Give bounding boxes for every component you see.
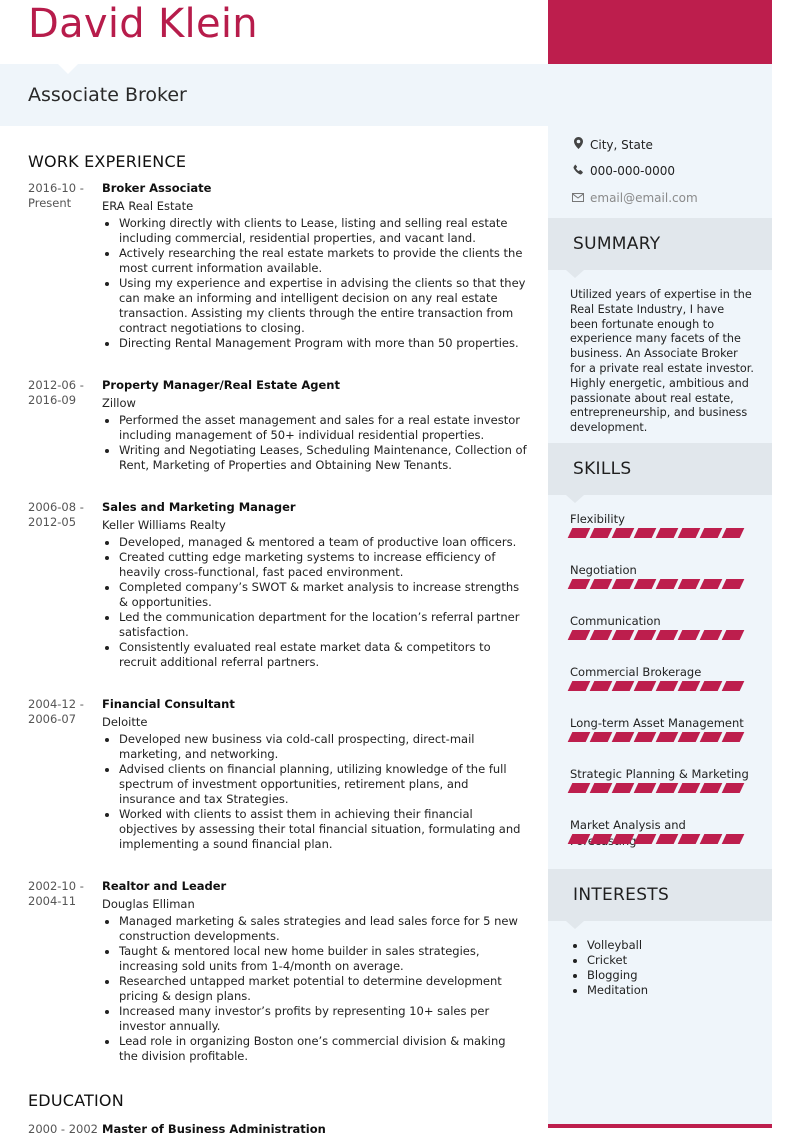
job-company: Deloitte bbox=[102, 715, 148, 729]
skill-rating-segment bbox=[678, 732, 701, 742]
interests-heading: INTERESTS bbox=[573, 885, 670, 905]
job-date-start: 2012-06 - bbox=[28, 378, 84, 392]
job-bullets bbox=[102, 413, 528, 473]
skill-rating-segment bbox=[568, 528, 591, 538]
job-date-end: 2016-09 bbox=[28, 393, 77, 407]
list-item: • Developed new business via cold-call prospecting, direct-mail marketing, and networking. bbox=[119, 732, 528, 762]
summary-text: Utilized years of expertise in the Real Estate Industry, I have been fortunate enough to experience many facets of the business. An Associate Broker for a private real estate investor. Highly energetic, ambitious and passionate about real estate, entrepreneurship, and business development. bbox=[570, 288, 754, 435]
skill-rating-segment bbox=[678, 783, 701, 793]
job-role: Financial Consultant bbox=[102, 697, 235, 711]
list-item: • Created cutting edge marketing systems to increase efficiency of heavily cross-functional, fast paced environment. bbox=[119, 550, 528, 580]
education-degree: Master of Business Administration bbox=[102, 1122, 326, 1136]
skill-rating-segment bbox=[568, 579, 591, 589]
candidate-name: David Klein bbox=[28, 1, 258, 47]
education-heading: EDUCATION bbox=[28, 1091, 124, 1110]
skill-rating-bar bbox=[570, 783, 754, 793]
job-company: ERA Real Estate bbox=[102, 199, 194, 213]
skill-label: Market Analysis and bbox=[570, 818, 686, 832]
skill-rating-segment bbox=[656, 732, 679, 742]
skill-item bbox=[570, 613, 754, 640]
list-item: • Increased many investor’s profits by representing 10+ sales per investor annually. bbox=[119, 1004, 528, 1034]
job-entry bbox=[28, 378, 528, 473]
job-role: Broker Associate bbox=[102, 181, 212, 195]
job-company: Keller Williams Realty bbox=[102, 518, 226, 532]
list-item: • Managed marketing & sales strategies and lead sales force for 5 new construction developments. bbox=[119, 914, 528, 944]
job-date-start: 2004-12 - bbox=[28, 697, 84, 711]
list-item: • Actively researching the real estate markets to provide the clients the most current information available. bbox=[119, 246, 528, 276]
job-date-start: 2002-10 - bbox=[28, 879, 84, 893]
education-date: 2000 - 2002 bbox=[28, 1122, 98, 1136]
job-dates bbox=[28, 879, 98, 909]
skill-label: Commercial Brokerage bbox=[570, 665, 702, 679]
list-item: • Volleyball bbox=[587, 938, 648, 953]
phone-text: 000-000-0000 bbox=[590, 164, 676, 178]
list-item: • Taught & mentored local new home builder in sales strategies, increasing sold units from 1-4/month on average. bbox=[119, 944, 528, 974]
skill-label: Communication bbox=[570, 614, 661, 628]
skill-rating-segment bbox=[590, 681, 613, 691]
skill-item bbox=[570, 664, 754, 691]
skills-heading: SKILLS bbox=[573, 459, 632, 479]
skill-rating-segment bbox=[656, 834, 679, 844]
skill-rating-segment bbox=[568, 630, 591, 640]
skill-rating-segment bbox=[590, 528, 613, 538]
skill-rating-segment bbox=[678, 528, 701, 538]
job-entry bbox=[28, 697, 528, 852]
skill-rating-segment bbox=[700, 732, 723, 742]
list-item: • Performed the asset management and sales for a real estate investor including management of 50+ individual residential properties. bbox=[119, 413, 528, 443]
job-company: Douglas Elliman bbox=[102, 897, 195, 911]
skill-rating-segment bbox=[700, 681, 723, 691]
education-entry bbox=[28, 1122, 326, 1136]
contact-email[interactable] bbox=[572, 191, 698, 205]
skill-rating-segment bbox=[678, 834, 701, 844]
job-bullets bbox=[102, 732, 528, 852]
skill-rating-segment bbox=[722, 834, 745, 844]
skill-rating-segment bbox=[700, 579, 723, 589]
job-bullets bbox=[102, 914, 528, 1064]
sidebar-bottom-accent bbox=[548, 1124, 772, 1128]
location-text: City, State bbox=[590, 137, 653, 152]
skill-rating-segment bbox=[722, 579, 745, 589]
skill-rating-segment bbox=[634, 528, 657, 538]
job-bullets bbox=[102, 216, 528, 351]
skill-label: Long-term Asset Management bbox=[570, 716, 744, 730]
skill-rating-segment bbox=[678, 630, 701, 640]
skill-rating-segment bbox=[722, 783, 745, 793]
list-item: • Researched untapped market potential to determine development pricing & design plans. bbox=[119, 974, 528, 1004]
skill-rating-segment bbox=[656, 681, 679, 691]
skill-rating-segment bbox=[634, 834, 657, 844]
skill-rating-bar bbox=[570, 834, 754, 844]
phone-icon bbox=[572, 164, 584, 178]
job-entry bbox=[28, 500, 528, 670]
summary-notch bbox=[566, 270, 584, 278]
skill-rating-segment bbox=[700, 834, 723, 844]
skill-item bbox=[570, 817, 754, 844]
skill-rating-segment bbox=[568, 783, 591, 793]
job-role: Realtor and Leader bbox=[102, 879, 227, 893]
job-bullets bbox=[102, 535, 528, 670]
skill-rating-segment bbox=[568, 681, 591, 691]
job-date-end: 2004-11 bbox=[28, 894, 77, 908]
skill-rating-segment bbox=[656, 630, 679, 640]
list-item: • Developed, managed & mentored a team of productive loan officers. bbox=[119, 535, 528, 550]
skill-label: Flexibility bbox=[570, 512, 625, 526]
list-item: • Worked with clients to assist them in achieving their financial objectives by assessing their total financial situation, formulating and implementing a sound financial plan. bbox=[119, 807, 528, 852]
skill-label: Strategic Planning & Marketing bbox=[570, 767, 749, 781]
job-dates bbox=[28, 500, 98, 530]
job-dates bbox=[28, 378, 98, 408]
job-date-end: Present bbox=[28, 196, 72, 210]
skill-rating-segment bbox=[612, 579, 635, 589]
title-band-notch bbox=[58, 64, 78, 74]
skill-rating-segment bbox=[700, 630, 723, 640]
job-dates bbox=[28, 181, 98, 211]
skill-item bbox=[570, 715, 754, 742]
job-company: Zillow bbox=[102, 396, 136, 410]
job-date-end: 2012-05 bbox=[28, 515, 77, 529]
job-date-start: 2006-08 - bbox=[28, 500, 84, 514]
summary-heading-band bbox=[548, 218, 772, 270]
skill-item bbox=[570, 766, 754, 793]
contact-location bbox=[572, 137, 653, 152]
skill-rating-segment bbox=[722, 630, 745, 640]
job-date-start: 2016-10 - bbox=[28, 181, 84, 195]
skill-rating-segment bbox=[612, 528, 635, 538]
list-item: • Directing Rental Management Program with more than 50 properties. bbox=[119, 336, 528, 351]
interests-list bbox=[570, 938, 648, 998]
skill-rating-bar bbox=[570, 579, 754, 589]
skill-rating-segment bbox=[656, 579, 679, 589]
interests-heading-band bbox=[548, 869, 772, 921]
list-item: • Cricket bbox=[587, 953, 648, 968]
skill-rating-segment bbox=[634, 681, 657, 691]
skill-rating-segment bbox=[590, 630, 613, 640]
email-link[interactable]: email@email.com bbox=[590, 191, 698, 205]
job-entry bbox=[28, 181, 528, 351]
skill-rating-segment bbox=[656, 528, 679, 538]
list-item: • Meditation bbox=[587, 983, 648, 998]
skill-rating-bar bbox=[570, 528, 754, 538]
skill-item bbox=[570, 562, 754, 589]
skill-rating-bar bbox=[570, 630, 754, 640]
skill-rating-segment bbox=[722, 732, 745, 742]
skill-rating-segment bbox=[678, 681, 701, 691]
skill-rating-segment bbox=[612, 630, 635, 640]
skill-rating-segment bbox=[590, 732, 613, 742]
skill-rating-segment bbox=[634, 579, 657, 589]
list-item: • Led the communication department for the location’s referral partner satisfaction. bbox=[119, 610, 528, 640]
skill-rating-segment bbox=[590, 579, 613, 589]
job-dates bbox=[28, 697, 98, 727]
interests-notch bbox=[566, 921, 584, 929]
skill-label: Negotiation bbox=[570, 563, 637, 577]
list-item: • Consistently evaluated real estate market data & competitors to recruit additional referral partners. bbox=[119, 640, 528, 670]
skill-rating-segment bbox=[634, 630, 657, 640]
job-role: Sales and Marketing Manager bbox=[102, 500, 296, 514]
skill-rating-segment bbox=[590, 783, 613, 793]
skill-rating-segment bbox=[700, 528, 723, 538]
list-item: • Using my experience and expertise in advising the clients so that they can make an informing and intelligent decision on any real estate transaction. Assisting my clients through the entire transaction from contract negotiations to closing. bbox=[119, 276, 528, 336]
job-date-end: 2006-07 bbox=[28, 712, 77, 726]
work-experience-heading: WORK EXPERIENCE bbox=[28, 152, 187, 171]
skill-rating-segment bbox=[612, 681, 635, 691]
skill-rating-segment bbox=[722, 681, 745, 691]
skill-rating-segment bbox=[634, 783, 657, 793]
job-title: Associate Broker bbox=[28, 84, 187, 106]
contact-phone bbox=[572, 164, 675, 178]
skill-rating-bar bbox=[570, 681, 754, 691]
header-accent-block bbox=[548, 0, 772, 64]
job-role: Property Manager/Real Estate Agent bbox=[102, 378, 340, 392]
list-item: • Working directly with clients to Lease, listing and selling real estate including commercial, residential properties, and vacant land. bbox=[119, 216, 528, 246]
skill-rating-segment bbox=[634, 732, 657, 742]
list-item: • Writing and Negotiating Leases, Scheduling Maintenance, Collection of Rent, Marketing of Properties and Obtaining New Tenants. bbox=[119, 443, 528, 473]
list-item: • Lead role in organizing Boston one’s commercial division & making the division profitable. bbox=[119, 1034, 528, 1064]
list-item: • Advised clients on financial planning, utilizing knowledge of the full spectrum of investment opportunities, retirement plans, and insurance and tax Strategies. bbox=[119, 762, 528, 807]
skill-rating-segment bbox=[612, 732, 635, 742]
location-pin-icon bbox=[572, 137, 584, 152]
skill-rating-segment bbox=[568, 732, 591, 742]
skill-rating-bar bbox=[570, 732, 754, 742]
summary-heading: SUMMARY bbox=[573, 234, 661, 254]
list-item: • Completed company’s SWOT & market analysis to increase strengths & opportunities. bbox=[119, 580, 528, 610]
skill-rating-segment bbox=[612, 783, 635, 793]
skills-heading-band bbox=[548, 443, 772, 495]
skill-rating-segment bbox=[722, 528, 745, 538]
envelope-icon bbox=[572, 192, 584, 205]
skill-rating-segment bbox=[678, 579, 701, 589]
skill-rating-segment bbox=[656, 783, 679, 793]
skills-notch bbox=[566, 495, 584, 503]
skill-rating-segment bbox=[700, 783, 723, 793]
list-item: • Blogging bbox=[587, 968, 648, 983]
job-entry bbox=[28, 879, 528, 1064]
skill-item bbox=[570, 511, 754, 538]
